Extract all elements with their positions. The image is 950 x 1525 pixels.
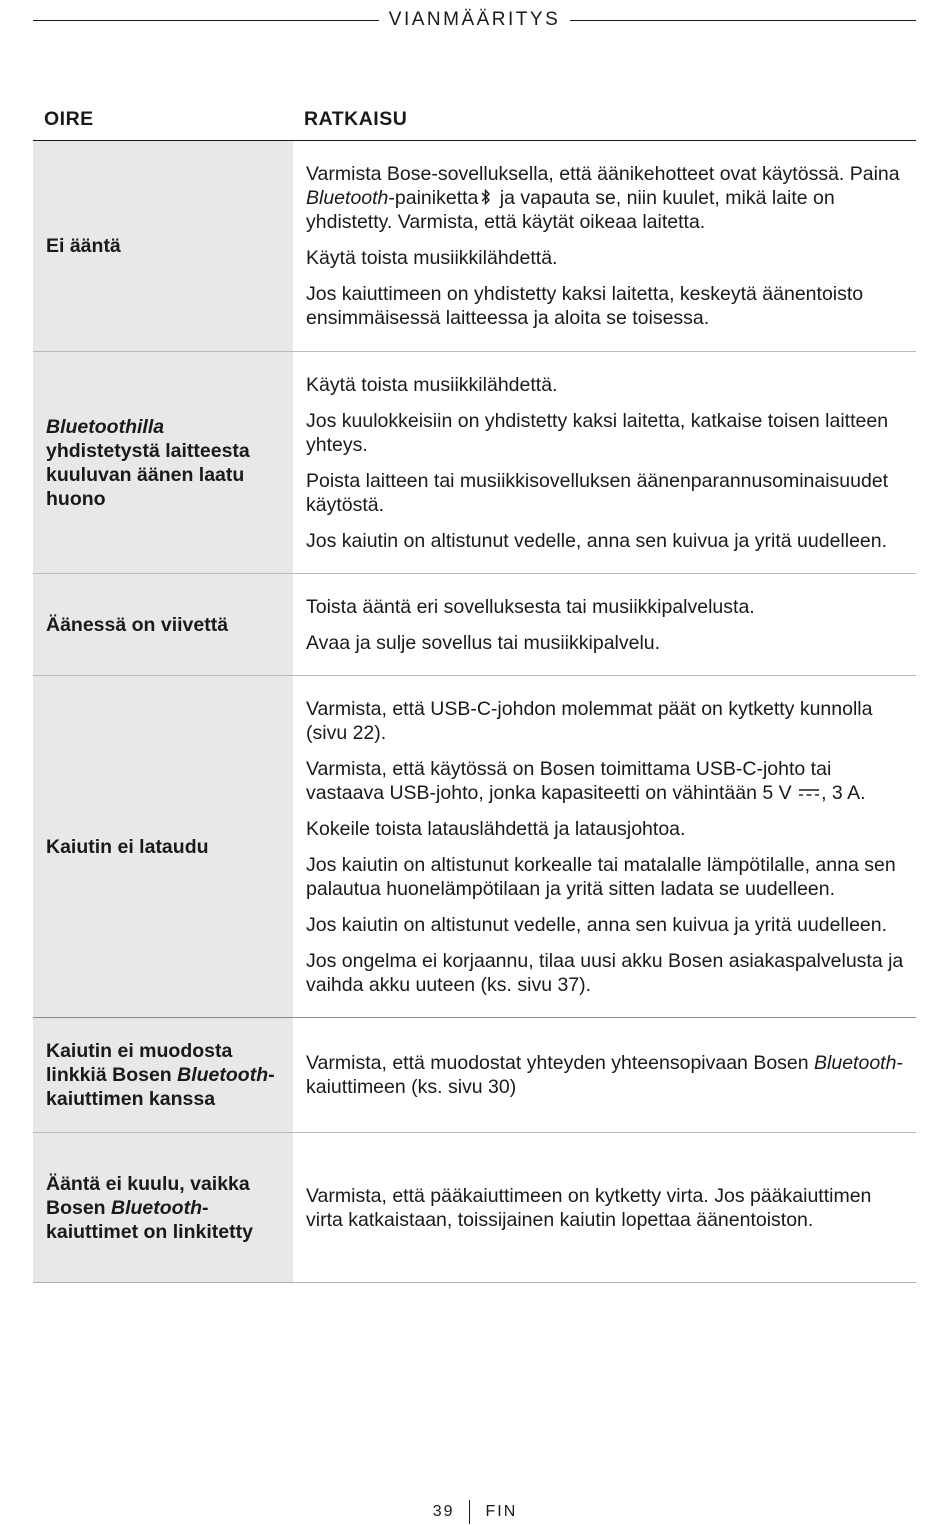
solution-item	[306, 757, 906, 805]
solution-text: Varmista, että käytössä on Bosen toimittama USB-C-johto tai vastaava USB-johto, jonka kapasiteetti on vähintään 5 V	[306, 757, 832, 804]
solution-text-italic: Bluetooth	[306, 187, 389, 209]
solution-text: Varmista, että muodostat yhteyden yhteensopivaan Bosen	[306, 1052, 815, 1074]
table-row	[33, 574, 916, 676]
solution-text-italic: Bluetooth	[814, 1052, 897, 1074]
symptom-cell	[33, 574, 293, 675]
table-row	[33, 352, 916, 574]
symptom-cell	[33, 676, 293, 1017]
symptom-text	[46, 415, 281, 511]
symptom-text-italic: Bluetoothilla	[46, 415, 165, 438]
symptom-text: Ei ääntä	[46, 235, 121, 257]
symptom-text-part: Ääntä ei kuulu, vaikka Bosen	[46, 1172, 250, 1219]
bluetooth-icon	[480, 188, 492, 206]
solution-item: Kokeile toista latauslähdettä ja latausjohtoa.	[306, 817, 686, 840]
section-title: VIANMÄÄRITYS	[388, 9, 561, 30]
page-footer	[0, 1500, 950, 1524]
solution-cell	[293, 1018, 916, 1132]
symptom-text: Äänessä on viivettä	[46, 613, 229, 636]
solution-item	[306, 1051, 906, 1099]
symptom-text: Kaiutin ei lataudu	[46, 835, 209, 858]
solution-text: -painiketta	[388, 187, 479, 209]
header-rule-right	[570, 20, 916, 21]
solution-cell	[293, 1133, 916, 1282]
solution-item: Varmista, että pääkaiuttimeen on kytketty virta. Jos pääkaiuttimen virta katkaistaan, toissijainen kaiutin lopettaa äänentoiston.	[306, 1184, 872, 1231]
column-header-symptom: OIRE	[44, 108, 94, 130]
symptom-text-part: -kaiuttimen kanssa	[46, 1064, 275, 1110]
footer-separator	[469, 1500, 470, 1524]
table-row	[33, 1133, 916, 1283]
troubleshooting-table	[33, 141, 916, 1283]
solution-item: Jos kuulokkeisiin on yhdistetty kaksi laitetta, katkaise toisen laitteen yhteys.	[306, 409, 889, 456]
solution-item	[306, 162, 906, 234]
solution-text: ja vapauta se, niin kuulet, mikä laite on yhdistetty. Varmista, että käytät oikeaa laitetta.	[306, 187, 835, 233]
solution-item: Poista laitteen tai musiikkisovelluksen äänenparannusominaisuudet käytöstä.	[306, 469, 889, 516]
symptom-text-part: -kaiuttimet on linkitetty	[46, 1196, 253, 1243]
symptom-cell	[33, 141, 293, 351]
table-row	[33, 141, 916, 352]
column-header-solution: RATKAISU	[304, 108, 408, 130]
solution-item: Jos kaiuttimeen on yhdistetty kaksi laitetta, keskeytä äänentoisto ensimmäisessä laitteessa ja aloita se toisessa.	[306, 283, 864, 329]
symptom-cell	[33, 352, 293, 573]
solution-item: Varmista, että USB-C-johdon molemmat päät on kytketty kunnolla (sivu 22).	[306, 697, 873, 744]
symptom-text-rest: yhdistetystä laitteesta kuuluvan äänen laatu huono	[46, 439, 250, 510]
symptom-text	[46, 1039, 281, 1111]
solution-cell	[293, 141, 916, 351]
table-row	[33, 1018, 916, 1133]
solution-text: Varmista Bose-sovelluksella, että äänikehotteet ovat käytössä. Paina	[306, 163, 900, 185]
solution-item: Jos kaiutin on altistunut korkealle tai matalalle lämpötilalle, anna sen palautua huonelämpötilaan ja yritä sitten ladata se uudelleen.	[306, 853, 896, 900]
page-header	[33, 8, 916, 32]
page-number: 39	[432, 1503, 455, 1520]
solution-item: Käytä toista musiikkilähdettä.	[306, 373, 558, 396]
solution-text: -kaiuttimeen (ks. sivu 30)	[306, 1052, 903, 1098]
table-row	[33, 676, 916, 1018]
symptom-text	[46, 1172, 281, 1244]
symptom-text-part: Kaiutin ei muodosta linkkiä Bosen	[46, 1040, 233, 1086]
header-rule-left	[33, 20, 379, 21]
symptom-text-italic: Bluetooth	[177, 1064, 269, 1086]
solution-item: Jos kaiutin on altistunut vedelle, anna sen kuivua ja yritä uudelleen.	[306, 913, 888, 936]
solution-item: Avaa ja sulje sovellus tai musiikkipalvelu.	[306, 631, 661, 654]
solution-cell	[293, 676, 916, 1017]
solution-item: Jos kaiutin on altistunut vedelle, anna sen kuivua ja yritä uudelleen.	[306, 529, 888, 552]
solution-cell	[293, 574, 916, 675]
solution-item: Käytä toista musiikkilähdettä.	[306, 247, 558, 269]
dc-current-icon	[798, 785, 820, 799]
solution-text: , 3 A.	[821, 781, 866, 804]
solution-cell	[293, 352, 916, 573]
symptom-text-italic: Bluetooth	[111, 1196, 202, 1219]
symptom-cell	[33, 1133, 293, 1282]
language-code: FIN	[485, 1503, 518, 1520]
symptom-cell	[33, 1018, 293, 1132]
solution-item: Jos ongelma ei korjaannu, tilaa uusi akku Bosen asiakaspalvelusta ja vaihda akku uuteen (ks. sivu 37).	[306, 949, 904, 996]
solution-item: Toista ääntä eri sovelluksesta tai musiikkipalvelusta.	[306, 595, 755, 618]
